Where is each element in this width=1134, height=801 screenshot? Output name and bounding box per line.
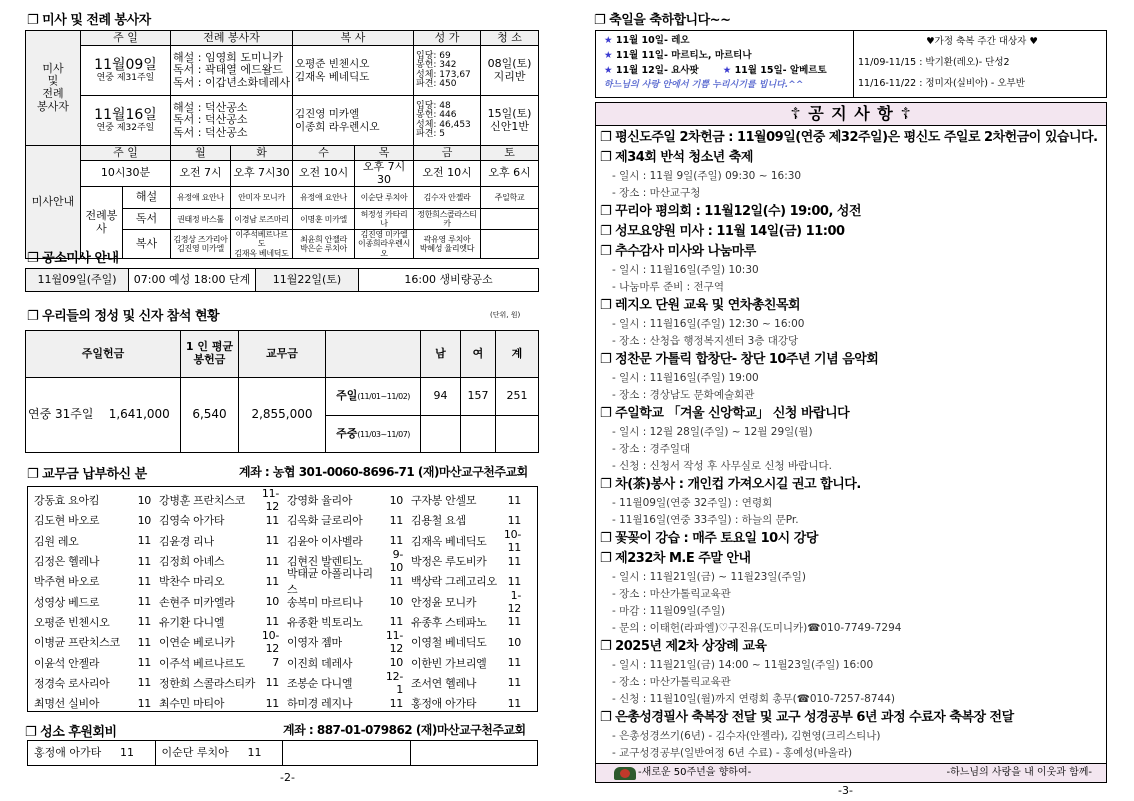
dues-name: 이진희 데레사 bbox=[287, 656, 353, 670]
notice-line: - 문의 : 이태헌(라파엘)♡구진유(도미니카)☎010-7749-7294 bbox=[612, 622, 902, 634]
dues-months: 10 bbox=[389, 656, 403, 670]
star-icon: ★ bbox=[604, 65, 613, 76]
schedule-time: 오전 10시 bbox=[293, 161, 355, 187]
dues-months: 10 bbox=[137, 513, 151, 527]
dues-name: 하미경 레지나 bbox=[287, 697, 353, 711]
dues-name: 이영철 베네딕도 bbox=[411, 636, 487, 650]
schedule-cell: 허정성 카타리나 bbox=[355, 209, 414, 230]
notice-line: - 장소 : 경주일대 bbox=[612, 443, 691, 455]
dues-row bbox=[32, 652, 533, 672]
schedule-cell bbox=[481, 209, 539, 230]
col-header: 전례 봉사자 bbox=[171, 31, 293, 46]
dues-name: 이윤석 안젤라 bbox=[34, 656, 100, 670]
dues-name: 김윤경 리나 bbox=[159, 534, 214, 548]
gongso-date: 11월22일(토) bbox=[256, 269, 359, 292]
notice-line: - 장소 : 마산교구청 bbox=[612, 187, 701, 199]
dues-name: 박주현 바오로 bbox=[34, 575, 100, 589]
notice-title: ❐ 꽃꽂이 강습 : 매주 토요일 10시 강당 bbox=[600, 531, 818, 546]
dues-name: 강영화 율리아 bbox=[287, 494, 353, 508]
dues-name: 강동효 요아킴 bbox=[34, 494, 100, 508]
schedule-time: 오후 7시30 bbox=[355, 161, 414, 187]
week-sub: 연중 제31주일 bbox=[96, 73, 155, 84]
notice-title: ❐ 은총성경필사 축복장 전달 및 교구 성경공부 6년 과정 수료자 축복장 전달 bbox=[600, 710, 1014, 725]
clean-item: 지리반 bbox=[493, 69, 526, 83]
dues-name: 조서연 헬레나 bbox=[411, 676, 477, 690]
dues-months: 11-12 bbox=[385, 629, 403, 656]
notice-line: - 마감 : 11월09일(주일) bbox=[612, 605, 726, 617]
dues-months: 11 bbox=[507, 676, 521, 690]
vocation-cell bbox=[283, 741, 411, 766]
schedule-day: 수 bbox=[293, 146, 355, 161]
dues-name: 이한빈 가브리엘 bbox=[411, 656, 487, 670]
offering-header: 여 bbox=[461, 331, 496, 378]
mass-servers-table bbox=[25, 30, 539, 259]
schedule-cell: 곽유영 루치아 박혜성 율리엣다 bbox=[414, 230, 481, 259]
offering-header: 1 인 평균 봉헌금 bbox=[181, 331, 239, 378]
clean-item: 15일(토) bbox=[487, 106, 532, 120]
family-item: 11/09-11/15 : 박기환(레오)- 단성2 bbox=[858, 57, 1010, 68]
dues-months: 11 bbox=[265, 676, 279, 690]
gongso-section-title: ❐ 공소미사 안내 bbox=[27, 251, 119, 266]
schedule-time: 오후 6시 bbox=[481, 161, 539, 187]
clean-cell bbox=[481, 96, 539, 146]
dues-name: 박찬수 마리오 bbox=[159, 575, 225, 589]
liturgy-item: 해설 : 임영희 도미니카 bbox=[173, 50, 283, 64]
dues-name: 이영자 젬마 bbox=[287, 636, 342, 650]
dues-name: 김영숙 아가타 bbox=[159, 514, 225, 528]
dues-name: 김용철 요셉 bbox=[411, 514, 466, 528]
choir-item: 파견: 450 bbox=[416, 78, 457, 89]
dues-row bbox=[32, 548, 533, 575]
schedule-cell bbox=[481, 230, 539, 259]
dues-months: 11 bbox=[265, 513, 279, 527]
dues-name: 강병훈 프란치스코 bbox=[159, 494, 245, 508]
schedule-day: 화 bbox=[231, 146, 293, 161]
dues-months: 11 bbox=[389, 534, 403, 548]
dues-name: 김도현 바오로 bbox=[34, 514, 100, 528]
schedule-time: 오전 10시 bbox=[414, 161, 481, 187]
notice-item bbox=[600, 529, 1102, 549]
liturgy-item: 독서 : 덕산공소 bbox=[173, 113, 248, 127]
notice-line: - 장소 : 마산가톨릭교육관 bbox=[612, 676, 731, 688]
vocation-cell bbox=[28, 741, 156, 766]
notice-item bbox=[600, 404, 1102, 475]
notice-line: - 11월09일(연중 32주일) : 연령회 bbox=[612, 497, 773, 509]
notice-item bbox=[600, 637, 1102, 708]
page-number: -2- bbox=[280, 771, 295, 784]
vocation-name: 이순단 루치아 bbox=[161, 745, 229, 759]
dues-name: 정한희 스콜라스티카 bbox=[159, 676, 256, 690]
notice-line: - 11월16일(연중 33주일) : 하늘의 문Pr. bbox=[612, 514, 799, 526]
choir-item: 봉헌: 342 bbox=[416, 60, 457, 71]
dues-name: 조봉순 다니엘 bbox=[287, 676, 353, 690]
dues-account: 계좌 : 농협 301-0060-8696-71 (재)마산교구천주교회 bbox=[239, 465, 528, 479]
vocation-cell bbox=[410, 741, 538, 766]
schedule-day: 목 bbox=[355, 146, 414, 161]
dues-name: 박정은 루도비카 bbox=[411, 555, 487, 569]
choir-item: 성체: 46,453 bbox=[416, 119, 471, 130]
week-date-cell bbox=[81, 96, 171, 146]
sunday-offering: 연중 31주일 1,641,000 bbox=[26, 378, 181, 453]
dues-section-title: ❐ 교무금 납부하신 분 bbox=[27, 467, 147, 482]
dues-row bbox=[32, 588, 533, 615]
choir-cell bbox=[414, 46, 481, 96]
notice-line: - 은총성경쓰기(6년) - 김수자(안젤라), 김현영(크리스티나) bbox=[612, 730, 881, 742]
att-total bbox=[496, 416, 539, 453]
schedule-day: 금 bbox=[414, 146, 481, 161]
dues-months: 10-11 bbox=[503, 527, 521, 554]
dues-months: 11 bbox=[389, 615, 403, 629]
dues-months: 11 bbox=[265, 696, 279, 710]
col-header: 복 사 bbox=[293, 31, 414, 46]
dues-months: 11 bbox=[265, 574, 279, 588]
dues-name: 홍정애 아가타 bbox=[411, 697, 477, 711]
att-female: 157 bbox=[461, 378, 496, 416]
att-range: (11/01~11/02) bbox=[357, 392, 410, 402]
offering-header: 교무금 bbox=[239, 331, 326, 378]
notice-line: - 일시 : 11월21일(금) 14:00 ~ 11월23일(주일) 16:00 bbox=[612, 659, 874, 671]
notice-title: ❐ 주일학교 「겨울 신앙학교」 신청 바랍니다 bbox=[600, 406, 850, 421]
dues-months: 12-1 bbox=[385, 669, 403, 696]
vocation-table bbox=[27, 740, 538, 766]
notice-line: - 일시 : 11월16일(주일) 19:00 bbox=[612, 372, 759, 384]
vocation-months: 11 bbox=[247, 745, 262, 759]
dues-name: 이병균 프란치스코 bbox=[34, 636, 120, 650]
dues-months: 7 bbox=[272, 656, 279, 670]
dues-name: 김현진 발렌티노 bbox=[287, 555, 363, 569]
choir-item: 성체: 173,67 bbox=[416, 69, 471, 80]
dues-months: 1-12 bbox=[507, 588, 521, 615]
dues-name: 안정윤 모니카 bbox=[411, 595, 477, 609]
offering-table bbox=[25, 330, 539, 453]
notice-line: - 장소 : 산청읍 행정복지센터 3층 대강당 bbox=[612, 335, 799, 347]
schedule-cell: 유정애 요안나 bbox=[171, 187, 231, 209]
dues-months: 11 bbox=[507, 696, 521, 710]
notice-title: ❐ 정찬문 가톨릭 합창단- 창단 10주년 기념 음악회 bbox=[600, 352, 879, 367]
choir-item: 파견: 5 bbox=[416, 128, 446, 139]
dues-months: 11 bbox=[137, 554, 151, 568]
schedule-time: 오전 7시 bbox=[171, 161, 231, 187]
dues-name: 김윤아 이사벨라 bbox=[287, 534, 363, 548]
liturgy-item: 독서 : 곽태열 에드왈드 bbox=[173, 63, 283, 77]
dues-name: 최명선 실비아 bbox=[34, 697, 100, 711]
schedule-cell: 권태정 바스톨 bbox=[171, 209, 231, 230]
church-logo-icon bbox=[614, 767, 636, 780]
notice-item bbox=[600, 708, 1102, 762]
notice-item bbox=[600, 202, 1102, 222]
offering-header: 계 bbox=[496, 331, 539, 378]
dues-name: 손현주 미카엘라 bbox=[159, 595, 235, 609]
week-sub: 연중 제32주일 bbox=[96, 123, 155, 134]
notice-item bbox=[600, 128, 1102, 148]
dues-months: 10 bbox=[137, 493, 151, 507]
mass-section-title: ❐ 미사 및 전례 봉사자 bbox=[27, 13, 151, 28]
choir-cell bbox=[414, 96, 481, 146]
notice-line: - 일시 : 12월 28일(주일) ~ 12월 29일(월) bbox=[612, 426, 813, 438]
schedule-time: 오후 7시30 bbox=[231, 161, 293, 187]
footer-left: -새로운 50주년을 향하여- bbox=[638, 767, 752, 778]
offering-unit: (단위, 원) bbox=[490, 311, 521, 319]
notice-item bbox=[600, 242, 1102, 296]
dues-months: 11 bbox=[507, 513, 521, 527]
schedule-cell: 이순단 루치아 bbox=[355, 187, 414, 209]
dues-months: 10 bbox=[389, 493, 403, 507]
notice-line: - 나눔마루 준비 : 전구역 bbox=[612, 281, 724, 293]
dues-months: 11 bbox=[137, 534, 151, 548]
server-name: 김재옥 베네딕도 bbox=[295, 70, 370, 83]
schedule-cell: 안미자 모니카 bbox=[231, 187, 293, 209]
dues-months: 10 bbox=[507, 635, 521, 649]
avg-offering: 6,540 bbox=[181, 378, 239, 453]
servers-cell bbox=[293, 46, 414, 96]
dues-row bbox=[32, 629, 533, 656]
dues-row bbox=[32, 527, 533, 554]
col-header: 청 소 bbox=[481, 31, 539, 46]
notice-title: ❐ 레지오 단원 교육 및 연차총친목회 bbox=[600, 298, 801, 313]
page-number: -3- bbox=[838, 784, 853, 797]
vocation-cell bbox=[155, 741, 283, 766]
liturgy-item: 독서 : 이갑년소화데레사 bbox=[173, 75, 290, 89]
notice-title: ❐ 성모요양원 미사 : 11월 14일(금) 11:00 bbox=[600, 224, 845, 239]
notice-item bbox=[600, 148, 1102, 202]
gongso-table bbox=[25, 268, 539, 292]
dues-months: 11 bbox=[137, 635, 151, 649]
family-title: ♥가정 축복 주간 대상자 ♥ bbox=[926, 36, 1038, 47]
notice-title: ❐ 차(茶)봉사 : 개인컵 가져오시길 권고 합니다. bbox=[600, 477, 861, 492]
offering-section-title: ❐ 우리들의 정성 및 신자 참석 현황 bbox=[27, 309, 220, 324]
notice-title: ❐ 추수감사 미사와 나눔마루 bbox=[600, 244, 756, 259]
schedule-label: 미사안내 bbox=[26, 146, 81, 259]
notice-line: - 장소 : 경상남도 문화예술회관 bbox=[612, 389, 755, 401]
notice-line: - 교구성경공부(일반여정 6년 수료) - 홍예성(바울라) bbox=[612, 747, 853, 759]
liturgy-cell bbox=[171, 96, 293, 146]
star-icon: ★ bbox=[604, 35, 613, 46]
notice-item bbox=[600, 222, 1102, 242]
dues-name: 정경숙 로사리아 bbox=[34, 676, 110, 690]
server-name: 오평준 빈첸시오 bbox=[295, 58, 370, 71]
att-range: (11/03~11/07) bbox=[357, 429, 410, 439]
att-label: 주중 bbox=[336, 426, 358, 440]
offering-header: 남 bbox=[421, 331, 461, 378]
dues-months: 11 bbox=[389, 696, 403, 710]
notice-line: - 장소 : 마산가톨릭교육관 bbox=[612, 588, 731, 600]
dues-row bbox=[32, 669, 533, 696]
dues-name: 이주석 베르나르도 bbox=[159, 656, 245, 670]
feast-wish: 하느님의 사랑 안에서 기쁨 누리시기를 빕니다.^^ bbox=[604, 80, 804, 90]
clean-cell bbox=[481, 46, 539, 96]
week-date: 11월09일 bbox=[94, 57, 157, 74]
dues-months: 11-12 bbox=[261, 487, 279, 514]
dues-name: 김정은 헬레나 bbox=[34, 555, 100, 569]
notice-item bbox=[600, 475, 1102, 529]
vocation-section-title: ❐ 성소 후원회비 bbox=[25, 725, 117, 740]
schedule-cell: 이주석베르나르도 김재옥 베네딕도 bbox=[231, 230, 293, 259]
notice-line: - 신청 : 신청서 작성 후 사무실로 신청 바랍니다. bbox=[612, 460, 832, 472]
dues-name: 성영상 베드로 bbox=[34, 595, 100, 609]
liturgy-cell bbox=[171, 46, 293, 96]
dues-months: 11 bbox=[389, 513, 403, 527]
feast-box bbox=[595, 30, 1107, 98]
att-male: 94 bbox=[421, 378, 461, 416]
feast-section-title: ❐ 축일을 축하합니다~~ bbox=[594, 13, 731, 28]
notice-header: ☦ 공 지 사 항 ☦ bbox=[596, 103, 1106, 126]
dues-months: 9-10 bbox=[389, 548, 403, 575]
schedule-cell: 김수자 안젤라 bbox=[414, 187, 481, 209]
offering-header: 주일헌금 bbox=[26, 331, 181, 378]
dues-months: 11 bbox=[137, 696, 151, 710]
dues-months: 11 bbox=[265, 554, 279, 568]
dues-row bbox=[32, 567, 533, 597]
dues-name: 박태균 아폴리나리스 bbox=[287, 567, 373, 597]
schedule-role: 독서 bbox=[123, 209, 171, 230]
schedule-day: 토 bbox=[481, 146, 539, 161]
schedule-day: 주 일 bbox=[81, 146, 171, 161]
notice-line: - 일시 : 11월21일(금) ~ 11월23일(주일) bbox=[612, 571, 806, 583]
att-male bbox=[421, 416, 461, 453]
dues-total: 2,855,000 bbox=[239, 378, 326, 453]
schedule-group: 전례봉사 bbox=[81, 187, 123, 259]
dues-name: 김옥화 글로리아 bbox=[287, 514, 363, 528]
gongso-time: 07:00 예성 18:00 단계 bbox=[129, 269, 256, 292]
dues-months: 11 bbox=[507, 656, 521, 670]
schedule-day: 월 bbox=[171, 146, 231, 161]
notice-line: - 일시 : 11월16일(주일) 10:30 bbox=[612, 264, 759, 276]
dues-name: 구자봉 안셀모 bbox=[411, 494, 477, 508]
gongso-date: 11월09일(주일) bbox=[26, 269, 129, 292]
feast-item: ★ 11월 10일- 레오 bbox=[604, 35, 690, 46]
notice-title: ❐ 평신도주일 2차헌금 : 11월09일(연중 제32주일)은 평신도 주일로 2차헌금이 있습니다. bbox=[600, 130, 1098, 145]
dues-months: 11 bbox=[507, 493, 521, 507]
mass-side-label: 미사 및 전례 봉사자 bbox=[26, 31, 81, 146]
dues-months: 11 bbox=[389, 574, 403, 588]
dues-months: 11 bbox=[137, 676, 151, 690]
dues-months: 10 bbox=[389, 595, 403, 609]
schedule-cell: 주일학교 bbox=[481, 187, 539, 209]
dues-list bbox=[27, 486, 538, 712]
dues-name: 김원 레오 bbox=[34, 534, 79, 548]
family-item: 11/16-11/22 : 정미자(실비아) - 오부반 bbox=[858, 78, 1025, 89]
star-icon: ★ bbox=[604, 50, 613, 61]
schedule-role: 해설 bbox=[123, 187, 171, 209]
schedule-cell: 정한희스콜라스티카 bbox=[414, 209, 481, 230]
notice-box bbox=[595, 102, 1107, 783]
dues-name: 유종환 빅토리노 bbox=[287, 615, 363, 629]
notice-item bbox=[600, 350, 1102, 404]
att-total: 251 bbox=[496, 378, 539, 416]
dues-name: 백상락 그레고리오 bbox=[411, 575, 497, 589]
choir-item: 입당: 48 bbox=[416, 100, 451, 111]
vocation-name: 홍정애 아가타 bbox=[34, 745, 102, 759]
schedule-cell: 김정상 즈가리아 김진영 미카엘 bbox=[171, 230, 231, 259]
notice-item bbox=[600, 296, 1102, 350]
notice-title: ❐ 2025년 제2차 상장례 교육 bbox=[600, 639, 767, 654]
dues-months: 11 bbox=[137, 595, 151, 609]
notice-title: ❐ 제232차 M.E 주말 안내 bbox=[600, 551, 751, 566]
offering-header bbox=[326, 331, 421, 378]
dues-months: 10-12 bbox=[261, 629, 279, 656]
dues-name: 유종후 스테파노 bbox=[411, 615, 487, 629]
notice-line: - 일시 : 11월 9일(주일) 09:30 ~ 16:30 bbox=[612, 170, 802, 182]
feast-item: ★ 11월 15일- 알베르토 bbox=[722, 65, 827, 76]
schedule-role: 복사 bbox=[123, 230, 171, 259]
choir-item: 입당: 69 bbox=[416, 50, 451, 61]
feast-item: ★ 11월 12일- 요사팟 bbox=[604, 65, 699, 76]
clean-item: 08일(토) bbox=[487, 56, 532, 70]
liturgy-item: 해설 : 덕산공소 bbox=[173, 100, 248, 114]
schedule-time: 10시30분 bbox=[81, 161, 171, 187]
notice-line: - 신청 : 11월10일(월)까지 연령회 총무(☎010-7257-8744) bbox=[612, 693, 895, 705]
server-name: 이종희 라우렌시오 bbox=[295, 120, 380, 133]
dues-row bbox=[32, 510, 533, 530]
att-label: 주일 bbox=[336, 389, 358, 403]
att-female bbox=[461, 416, 496, 453]
servers-cell bbox=[293, 96, 414, 146]
server-name: 김진영 미카엘 bbox=[295, 108, 360, 121]
dues-name: 최수민 마티아 bbox=[159, 697, 225, 711]
dues-row bbox=[32, 487, 533, 514]
schedule-cell: 김진영 미카엘 이종희라우렌시오 bbox=[355, 230, 414, 259]
notice-list bbox=[596, 126, 1106, 764]
gongso-time: 16:00 생비량공소 bbox=[359, 269, 539, 292]
week-date-cell bbox=[81, 46, 171, 96]
schedule-cell: 유정애 요안나 bbox=[293, 187, 355, 209]
dues-months: 11 bbox=[137, 656, 151, 670]
liturgy-item: 독서 : 덕산공소 bbox=[173, 125, 248, 139]
dues-name: 이연순 베로니카 bbox=[159, 636, 235, 650]
dues-months: 11 bbox=[137, 574, 151, 588]
notice-title: ❐ 꾸리아 평의회 : 11월12일(수) 19:00, 성전 bbox=[600, 204, 862, 219]
week-date: 11월16일 bbox=[94, 107, 157, 124]
vocation-account: 계좌 : 887-01-079862 (재)마산교구천주교회 bbox=[283, 723, 526, 737]
dues-name: 김정희 아녜스 bbox=[159, 555, 225, 569]
clean-item: 신안1반 bbox=[490, 119, 529, 133]
dues-row bbox=[32, 693, 533, 713]
dues-months: 11 bbox=[265, 615, 279, 629]
footer-right: -하느님의 사랑을 내 이웃과 함께- bbox=[946, 767, 1092, 778]
dues-months: 11 bbox=[507, 615, 521, 629]
col-header: 성 가 bbox=[414, 31, 481, 46]
notice-line: - 일시 : 11월16일(주일) 12:30 ~ 16:00 bbox=[612, 318, 805, 330]
schedule-cell: 이경남 로즈마리 bbox=[231, 209, 293, 230]
col-header: 주 일 bbox=[81, 31, 171, 46]
choir-item: 봉헌: 446 bbox=[416, 110, 457, 121]
notice-title: ❐ 제34회 반석 청소년 축제 bbox=[600, 150, 753, 165]
dues-name: 유기환 다니엘 bbox=[159, 615, 225, 629]
schedule-cell: 이명훈 미카엘 bbox=[293, 209, 355, 230]
schedule-cell: 최윤희 안젤라 박은순 루치아 bbox=[293, 230, 355, 259]
dues-months: 10 bbox=[265, 595, 279, 609]
notice-item bbox=[600, 549, 1102, 637]
dues-name: 오평준 빈첸시오 bbox=[34, 615, 110, 629]
feast-item: ★ 11월 11일- 마르티노, 마르티나 bbox=[604, 50, 752, 61]
dues-name: 송복미 마르티나 bbox=[287, 595, 363, 609]
dues-months: 11 bbox=[265, 534, 279, 548]
vocation-months: 11 bbox=[120, 745, 134, 759]
star-icon: ★ bbox=[722, 65, 732, 76]
dues-months: 11 bbox=[507, 554, 521, 568]
dues-months: 11 bbox=[137, 615, 151, 629]
dues-months: 11 bbox=[507, 574, 521, 588]
dues-name: 김재옥 베네딕도 bbox=[411, 534, 487, 548]
